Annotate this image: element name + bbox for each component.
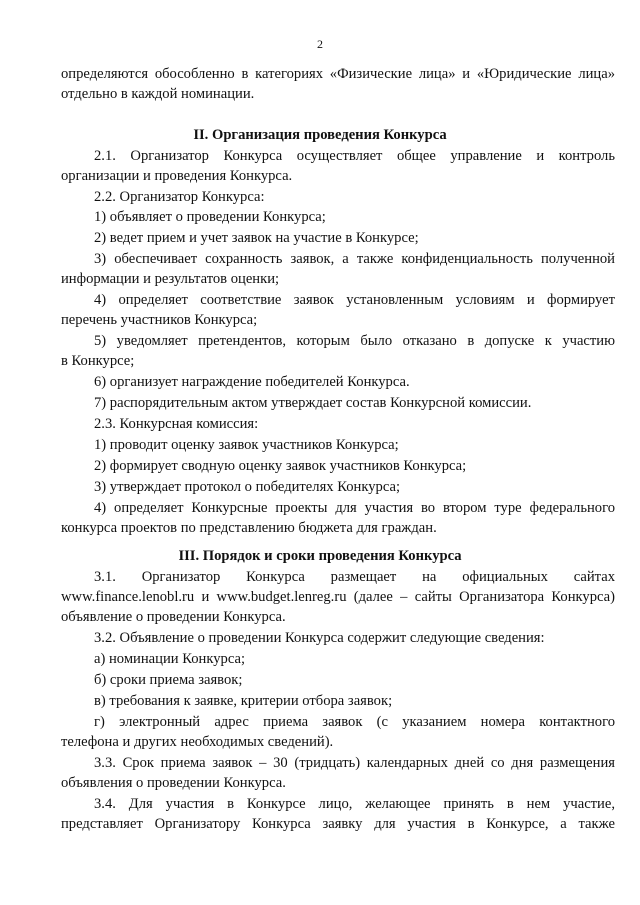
list-item: 5) уведомляет претендентов, которым было отказано в допуске к участию: [94, 333, 615, 349]
text-line: 3.3. Срок приема заявок – 30 (тридцать) календарных дней со дня размещения: [94, 755, 615, 771]
text-line: 3.2. Объявление о проведении Конкурса содержит следующие сведения:: [94, 630, 545, 646]
text-line: информации и результатов оценки;: [61, 271, 280, 287]
text-line: 3.4. Для участия в Конкурсе лицо, желающее принять в нем участие,: [94, 796, 615, 812]
list-item: 4) определяет Конкурсные проекты для участия во втором туре федерального: [94, 500, 615, 516]
text-line: в Конкурсе;: [61, 353, 135, 369]
list-item: 3) обеспечивает сохранность заявок, а также конфиденциальность полученной: [94, 251, 615, 267]
list-item: 3) утверждает протокол о победителях Конкурса;: [94, 479, 401, 495]
list-item: в) требования к заявке, критерии отбора заявок;: [94, 693, 393, 709]
list-item: 7) распорядительным актом утверждает состав Конкурсной комиссии.: [94, 395, 532, 411]
list-item: 2) формирует сводную оценку заявок участников Конкурса;: [94, 458, 467, 474]
text-line: 3.1. Организатор Конкурса размещает на официальных сайтах: [94, 569, 615, 585]
text-line: телефона и других необходимых сведений).: [61, 734, 334, 750]
section-3-body: [61, 567, 615, 834]
text-line: определяются обособленно в категориях «Физические лица» и «Юридические лица»: [61, 66, 615, 82]
text-line: www.finance.lenobl.ru и www.budget.lenreg.ru (далее – сайты Организатора Конкурса): [61, 589, 615, 605]
list-item: г) электронный адрес приема заявок (с указанием номера контактного: [94, 714, 615, 730]
text-line: отдельно в каждой номинации.: [61, 86, 255, 102]
text-line: перечень участников Конкурса;: [61, 312, 258, 328]
list-item: 6) организует награждение победителей Конкурса.: [94, 374, 410, 390]
list-item: а) номинации Конкурса;: [94, 651, 246, 667]
page-number: 2: [317, 37, 323, 51]
list-item: 4) определяет соответствие заявок установленным условиям и формирует: [94, 292, 615, 308]
text-line: объявление о проведении Конкурса.: [61, 609, 286, 625]
text-line: 2.3. Конкурсная комиссия:: [94, 416, 259, 432]
text-line: объявления о проведении Конкурса.: [61, 775, 286, 791]
section-2-body: [61, 146, 615, 538]
text-line: организации и проведения Конкурса.: [61, 168, 293, 184]
text-line: 2.1. Организатор Конкурса осуществляет общее управление и контроль: [94, 148, 615, 164]
list-item: 1) проводит оценку заявок участников Конкурса;: [94, 437, 399, 453]
list-item: 1) объявляет о проведении Конкурса;: [94, 209, 326, 225]
section-3-heading: III. Порядок и сроки проведения Конкурса: [178, 548, 462, 564]
list-item: б) сроки приема заявок;: [94, 672, 243, 688]
list-item: 2) ведет прием и учет заявок на участие в Конкурсе;: [94, 230, 419, 246]
section-2-heading: II. Организация проведения Конкурса: [193, 127, 447, 143]
text-line: представляет Организатору Конкурса заявку для участия в Конкурсе, а также: [61, 816, 615, 832]
text-line: 2.2. Организатор Конкурса:: [94, 189, 265, 205]
intro-paragraph: [61, 64, 615, 104]
text-line: конкурса проектов по представлению бюджета для граждан.: [61, 520, 437, 536]
